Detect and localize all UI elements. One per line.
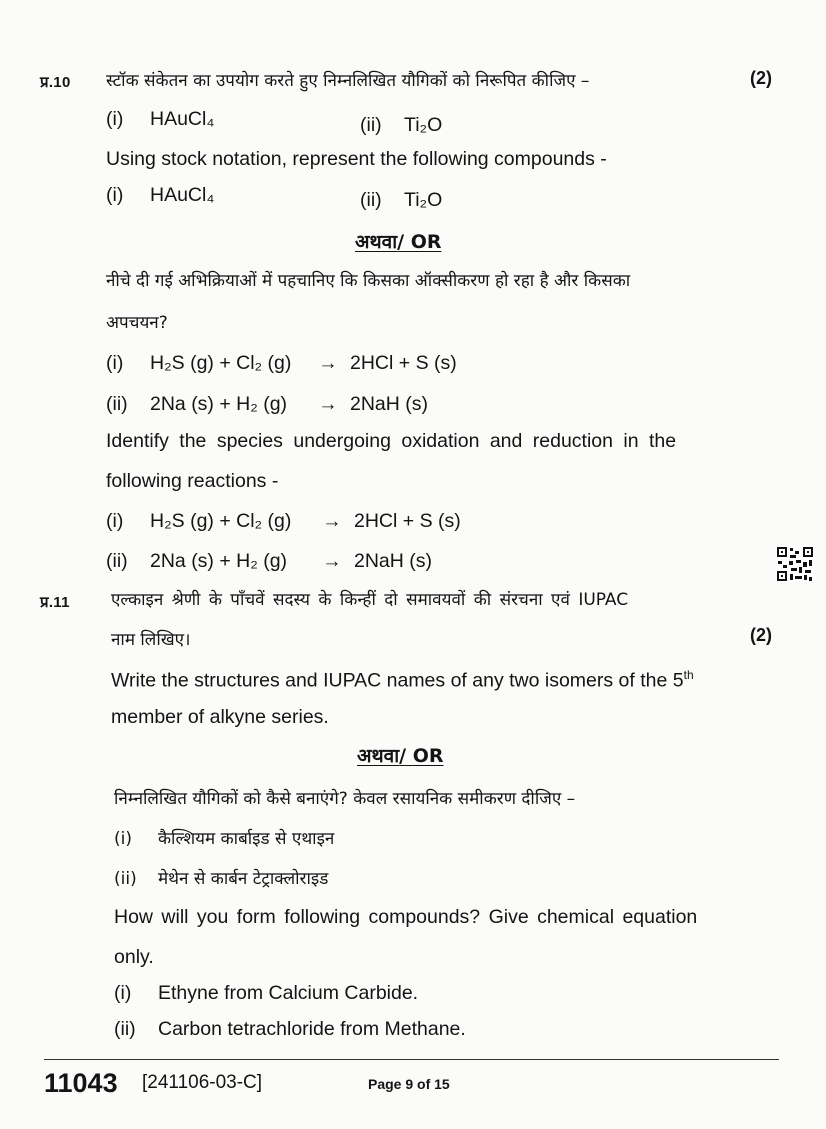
item-number: (ii) xyxy=(114,869,137,889)
q11-english-sup: th xyxy=(683,668,694,682)
item-formula: HAuCl₄ xyxy=(150,108,215,130)
reaction-arrow-icon: → xyxy=(318,393,338,415)
reaction-rhs: 2NaH (s) xyxy=(350,393,429,415)
q10-alt-english-line2: following reactions - xyxy=(106,470,279,492)
paper-subcode: [241106-03-C] xyxy=(142,1072,263,1093)
q10-alt-hindi-line2: अपचयन? xyxy=(106,313,168,333)
item-number: (ii) xyxy=(360,189,382,211)
q10-alt-hindi-line1: नीचे दी गई अभिक्रियाओं में पहचानिए कि किसका ऑक्सीकरण हो रहा है और किसका xyxy=(106,271,631,291)
q10-alt-english-line1: Identify the species undergoing oxidation and reduction in the xyxy=(106,430,677,452)
footer-divider xyxy=(44,1059,779,1060)
item-formula: Ti₂O xyxy=(404,189,443,211)
reaction-rhs: 2HCl + S (s) xyxy=(350,352,457,374)
item-text: कैल्शियम कार्बाइड से एथाइन xyxy=(158,829,335,849)
q11-alt-hindi-question: निम्नलिखित यौगिकों को कैसे बनाएंगे? केवल रसायनिक समीकरण दीजिए – xyxy=(114,789,576,809)
q10-english-reaction-1 xyxy=(106,510,461,533)
q11-marks: (2) xyxy=(750,625,772,645)
q11-hindi-line2: नाम लिखिए। xyxy=(111,630,191,650)
item-formula: HAuCl₄ xyxy=(150,184,215,206)
q10-or-label xyxy=(355,228,442,254)
q10-hindi-question: स्टॉक संकेतन का उपयोग करते हुए निम्नलिखित यौगिकों को निरूपित कीजिए – xyxy=(106,71,590,91)
q11-or-label xyxy=(357,742,444,768)
q10-english-reaction-2 xyxy=(106,550,432,573)
reaction-lhs: 2Na (s) + H₂ (g) xyxy=(150,393,288,415)
or-hindi: अथवा xyxy=(357,745,400,767)
q11-english-line2: member of alkyne series. xyxy=(111,706,329,728)
q10-marks: (2) xyxy=(750,68,772,88)
q10-number: प्र.10 xyxy=(40,74,71,91)
q11-alt-english-line1: How will you form following compounds? Give chemical equation xyxy=(114,906,698,928)
qr-code-icon xyxy=(776,546,814,582)
q10-hindi-item-2 xyxy=(360,114,442,137)
q10-hindi-reaction-1 xyxy=(106,352,457,375)
q11-alt-hindi-item-1 xyxy=(114,826,334,849)
item-number: (i) xyxy=(114,982,132,1004)
item-number: (i) xyxy=(106,184,124,206)
reaction-rhs: 2NaH (s) xyxy=(354,550,433,572)
item-formula: Ti₂O xyxy=(404,114,443,136)
reaction-number: (ii) xyxy=(106,393,128,415)
reaction-arrow-icon: → xyxy=(318,352,338,374)
reaction-rhs: 2HCl + S (s) xyxy=(354,510,461,532)
reaction-number: (ii) xyxy=(106,550,128,572)
reaction-number: (i) xyxy=(106,352,124,374)
reaction-number: (i) xyxy=(106,510,124,532)
or-english: / OR xyxy=(397,231,442,253)
reaction-lhs: H₂S (g) + Cl₂ (g) xyxy=(150,510,292,532)
paper-code: 11043 xyxy=(44,1068,118,1098)
item-text: मेथेन से कार्बन टेट्राक्लोराइड xyxy=(158,869,329,889)
item-text: Carbon tetrachloride from Methane. xyxy=(158,1018,466,1040)
item-number: (ii) xyxy=(114,1018,136,1040)
q11-number: प्र.11 xyxy=(40,594,70,611)
q11-hindi-line1: एल्काइन श्रेणी के पाँचवें सदस्य के किन्हीं दो समावयवों की संरचना एवं IUPAC xyxy=(111,590,629,610)
q10-english-item-1 xyxy=(106,184,214,207)
q11-alt-english-item-1 xyxy=(114,982,418,1005)
q11-alt-hindi-item-2 xyxy=(114,866,328,889)
item-text: Ethyne from Calcium Carbide. xyxy=(158,982,419,1004)
reaction-arrow-icon: → xyxy=(322,550,342,572)
q10-hindi-item-1 xyxy=(106,108,214,131)
item-number: (ii) xyxy=(360,114,382,136)
q11-english-text: Write the structures and IUPAC names of any two isomers of the 5 xyxy=(111,669,684,692)
q11-alt-english-line2: only. xyxy=(114,946,154,968)
page-number: Page 9 of 15 xyxy=(368,1076,450,1092)
item-number: (i) xyxy=(114,829,132,849)
q11-alt-english-item-2 xyxy=(114,1018,466,1041)
q11-english-line1 xyxy=(111,668,694,693)
or-english: / OR xyxy=(399,745,444,767)
item-number: (i) xyxy=(106,108,124,130)
or-hindi: अथवा xyxy=(355,231,398,253)
q10-english-question: Using stock notation, represent the following compounds - xyxy=(106,148,607,170)
q10-hindi-reaction-2 xyxy=(106,393,428,416)
reaction-lhs: 2Na (s) + H₂ (g) xyxy=(150,550,288,572)
reaction-arrow-icon: → xyxy=(322,510,342,532)
reaction-lhs: H₂S (g) + Cl₂ (g) xyxy=(150,352,292,374)
q10-english-item-2 xyxy=(360,189,442,212)
